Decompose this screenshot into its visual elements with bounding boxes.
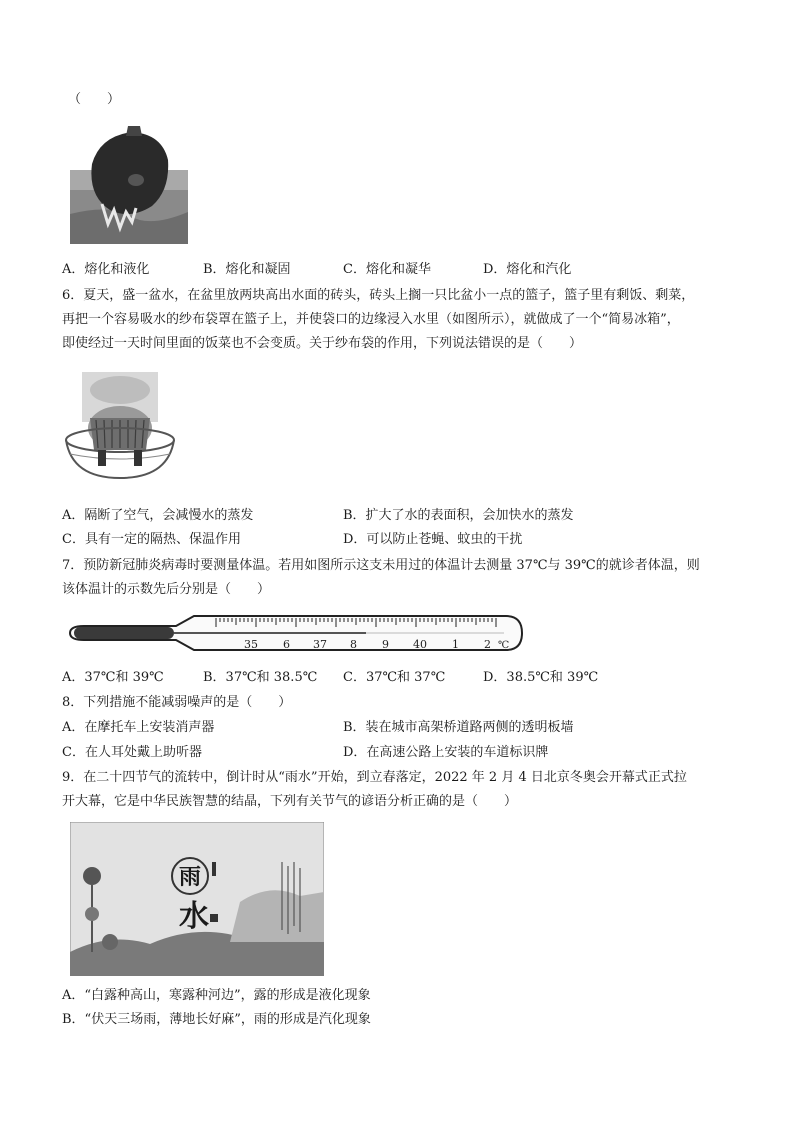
q6-stem-line-2: 再把一个容易吸水的纱布袋罩在篮子上，并使袋口的边缘浸入水里（如图所示），就做成了一个“简易冰箱”， <box>62 312 680 327</box>
scale-label-37: 37 <box>313 638 327 651</box>
q7-stem-line-1: 7．预防新冠肺炎病毒时要测量体温。若用如图所示这支未用过的体温计去测量 37℃与 39℃的就诊者体温，则 <box>62 558 700 573</box>
scale-label-38: 8 <box>350 638 357 651</box>
q6-option-a[interactable]: A．隔断了空气，会减慢水的蒸发 <box>62 508 254 523</box>
q7-stem-line-2: 该体温计的示数先后分别是（ ） <box>62 582 271 597</box>
q5-answer-bracket: （ ） <box>68 92 121 107</box>
scale-label-36: 6 <box>283 638 290 651</box>
q6-stem-line-1: 6．夏天，盛一盆水，在盆里放两块高出水面的砖头，砖头上搁一只比盆小一点的篮子，篮子里有剩饭、剩菜， <box>62 288 695 303</box>
q7-option-d[interactable]: D．38.5℃和 39℃ <box>483 670 599 685</box>
q5-option-c[interactable]: C．熔化和凝华 <box>343 262 431 277</box>
q7-option-b[interactable]: B．37℃和 38.5℃ <box>203 670 318 685</box>
scale-label-35: 35 <box>244 638 258 651</box>
q9-stem-line-2: 开大幕，它是中华民族智慧的结晶，下列有关节气的谚语分析正确的是（ ） <box>62 794 518 809</box>
scale-label-41: 1 <box>452 638 459 651</box>
q9-option-b[interactable]: B．“伏天三场雨，薄地长好麻”，雨的形成是汽化现象 <box>62 1012 371 1027</box>
q7-thermometer <box>66 610 524 656</box>
q7-option-c[interactable]: C．37℃和 37℃ <box>343 670 446 685</box>
scale-label-39: 9 <box>382 638 389 651</box>
q5-option-a[interactable]: A．熔化和液化 <box>62 262 150 277</box>
scale-label-40: 40 <box>413 638 427 651</box>
q6-option-b[interactable]: B．扩大了水的表面积，会加快水的蒸发 <box>343 508 574 523</box>
poster-char-water: 水 <box>179 899 209 934</box>
scale-unit: ℃ <box>498 640 510 651</box>
q6-option-d[interactable]: D．可以防止苍蝇、蚊虫的干扰 <box>343 532 523 547</box>
q8-option-b[interactable]: B．装在城市高架桥道路两侧的透明板墙 <box>343 720 574 735</box>
poster-char-rain: 雨 <box>178 864 202 890</box>
q9-rain-water-poster <box>70 822 324 976</box>
scale-label-42: 2 <box>484 638 491 651</box>
q8-option-d[interactable]: D．在高速公路上安装的车道标识牌 <box>343 745 549 760</box>
q5-option-b[interactable]: B．熔化和凝固 <box>203 262 291 277</box>
q9-stem-line-1: 9．在二十四节气的流转中，倒计时从“雨水”开始，到立春落定，2022 年 2 月 4 日北京冬奥会开幕式正式拉 <box>62 770 687 785</box>
q6-option-c[interactable]: C．具有一定的隔热、保温作用 <box>62 532 241 547</box>
q8-option-c[interactable]: C．在人耳处戴上助听器 <box>62 745 202 760</box>
q7-option-a[interactable]: A．37℃和 39℃ <box>62 670 164 685</box>
q5-option-d[interactable]: D．熔化和汽化 <box>483 262 572 277</box>
q6-stem-line-3: 即使经过一天时间里面的饭菜也不会变质。关于纱布袋的作用，下列说法错误的是（ ） <box>62 336 583 351</box>
q6-simple-fridge-illustration <box>62 368 176 488</box>
q5-photo-melting-object <box>70 124 188 244</box>
q9-option-a[interactable]: A．“白露种高山，寒露种河边”，露的形成是液化现象 <box>62 988 371 1003</box>
q8-option-a[interactable]: A．在摩托车上安装消声器 <box>62 720 215 735</box>
q8-stem: 8．下列措施不能减弱噪声的是（ ） <box>62 695 292 710</box>
